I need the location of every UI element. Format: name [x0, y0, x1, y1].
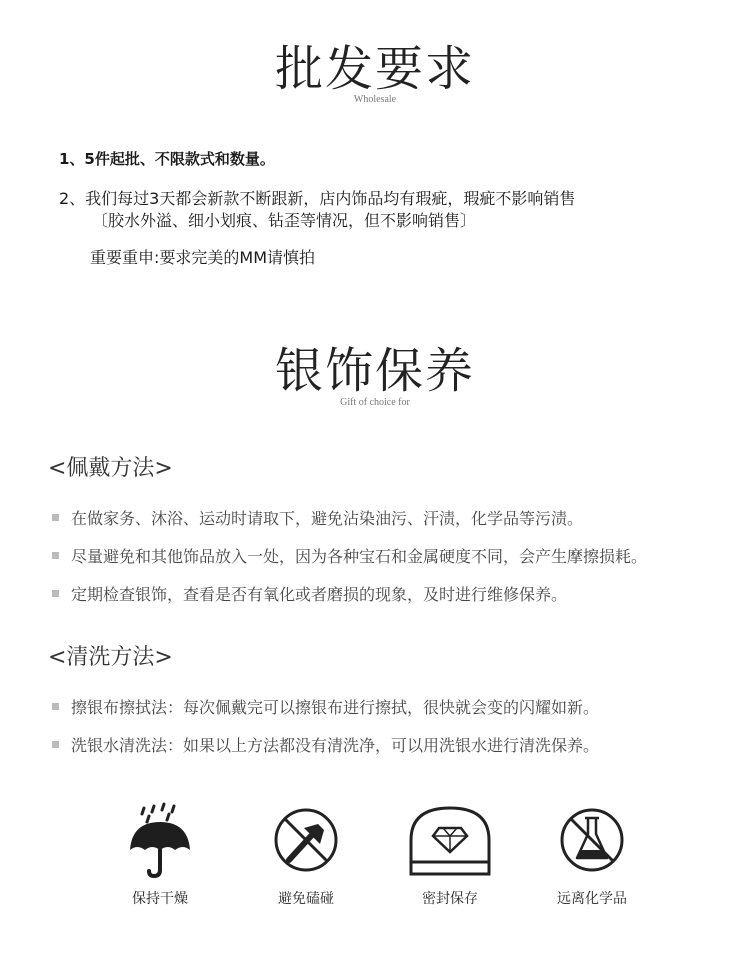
- wear-item-text: 尽量避免和其他饰品放入一处，因为各种宝石和金属硬度不同，会产生摩擦损耗。: [71, 547, 648, 566]
- wholesale-line-1: 1、5件起批、不限款式和数量。: [59, 150, 275, 168]
- clean-item: [52, 695, 599, 718]
- wear-item-text: 定期检查银饰，查看是否有氧化或者磨损的现象，及时进行维修保养。: [71, 585, 568, 604]
- icon-label: 密封保存: [422, 891, 478, 907]
- icon-label: 远离化学品: [557, 891, 627, 907]
- bullet-square-icon: [52, 552, 59, 559]
- care-title: 银饰保养: [274, 343, 475, 399]
- clean-item: [52, 733, 599, 756]
- no-hammer-icon: [266, 800, 346, 880]
- clean-item-text: 擦银布擦拭法：每次佩戴完可以擦银布进行擦拭，很快就会变的闪耀如新。: [71, 698, 600, 717]
- bullet-square-icon: [52, 741, 59, 748]
- sealed-storage-block: [390, 800, 510, 908]
- bullet-square-icon: [52, 590, 59, 597]
- umbrella-icon: [120, 800, 200, 880]
- keep-dry-block: [100, 800, 220, 908]
- bullet-square-icon: [52, 703, 59, 710]
- clean-item-text: 洗银水清洗法：如果以上方法都没有清洗净，可以用洗银水进行清洗保养。: [71, 736, 600, 755]
- icon-label: 保持干燥: [132, 891, 188, 907]
- icon-label: 避免磕碰: [278, 891, 334, 907]
- bullet-square-icon: [52, 514, 59, 521]
- wear-item: [52, 506, 583, 529]
- wear-item-text: 在做家务、沐浴、运动时请取下，避免沾染油污、汗渍，化学品等污渍。: [71, 509, 584, 528]
- clean-method-heading: <清洗方法>: [48, 645, 173, 670]
- avoid-impact-block: [246, 800, 366, 908]
- no-chemical-icon: [552, 800, 632, 880]
- wholesale-title: 批发要求: [274, 41, 475, 97]
- avoid-chemicals-block: [532, 800, 652, 908]
- care-subtitle: Gift of choice for: [340, 397, 410, 408]
- wear-item: [52, 582, 567, 605]
- wholesale-line-2-detail: 〔胶水外溢、细小划痕、钻歪等情况，但不影响销售〕: [92, 211, 477, 230]
- wear-method-heading: <佩戴方法>: [48, 456, 173, 481]
- wear-item: [52, 544, 647, 567]
- wholesale-subtitle: Wholesale: [353, 94, 397, 105]
- sealed-box-icon: [405, 800, 495, 880]
- wholesale-line-2: 2、我们每过3天都会新款不断跟新，店内饰品均有瑕疵，瑕疵不影响销售: [59, 189, 576, 208]
- wholesale-note: 重要重申:要求完美的MM请慎拍: [90, 248, 316, 267]
